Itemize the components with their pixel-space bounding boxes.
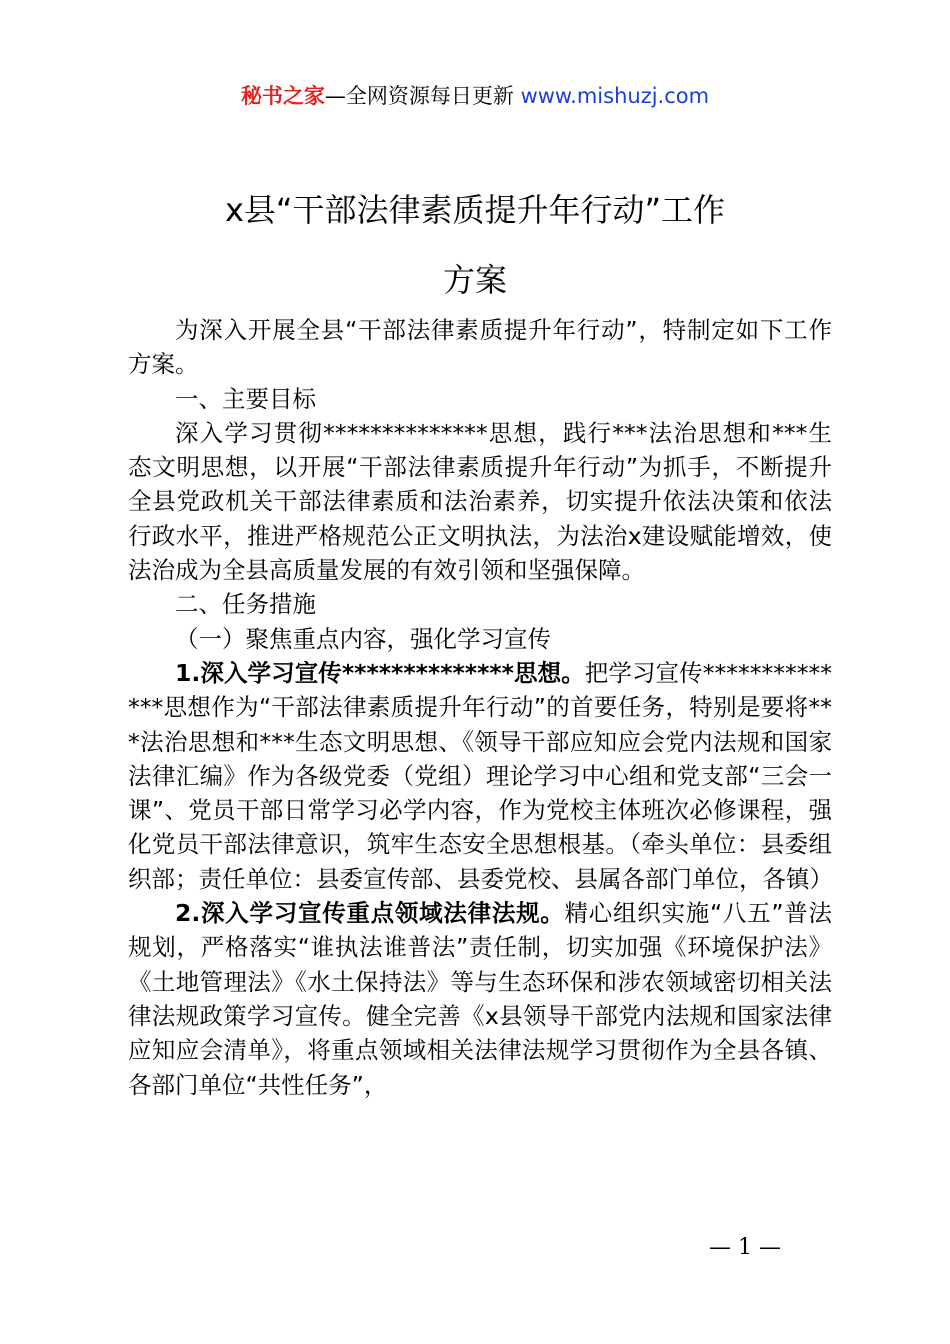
document-title-line-1: x县“干部法律素质提升年行动”工作 bbox=[224, 191, 726, 229]
brand-name: 秘书之家 bbox=[240, 84, 325, 108]
page-number: — 1 — bbox=[709, 1235, 781, 1260]
document-title-line-2: 方案 bbox=[442, 261, 507, 299]
section-2-heading: 二、任务措施 bbox=[175, 590, 316, 619]
item-1-paragraph bbox=[128, 656, 832, 896]
header-tagline: —全网资源每日更新 bbox=[324, 84, 521, 108]
subsection-1-heading: （一）聚焦重点内容，强化学习宣传 bbox=[175, 624, 551, 653]
item-2-paragraph bbox=[128, 896, 832, 1102]
item-2-body: 精心组织实施“八五”普法规划，严格落实“谁执法谁普法”责任制，切实加强《环境保护法》《土地管理法》《水土保持法》等与生态环保和涉农领域密切相关法律法规政策学习宣传。健全完善《x县领导干部党内法规和国家法律应知应会清单》，将重点领域相关法律法规学习贯彻作为全县各镇、各部门单位“共性任务”， bbox=[128, 899, 832, 1099]
section-1-paragraph: 深入学习贯彻**************思想，践行***法治思想和***生态文明思想，以开展“干部法律素质提升年行动”为抓手，不断提升全县党政机关干部法律素质和法治素养，切实提升依法决策和依法行政水平，推进严格规范公正文明执法，为法治x建设赋能增效，使法治成为全县高质量发展的有效引领和坚强保障。 bbox=[128, 418, 832, 585]
site-header bbox=[0, 80, 950, 112]
item-1-body: 把学习宣传**************思想作为“干部法律素质提升年行动”的首要任务，特别是要将***法治思想和***生态文明思想、《领导干部应知应会党内法规和国家法律汇编》作为各级党委（党组）理论学习中心组和党支部“三会一课”、党员干部日常学习必学内容，作为党校主体班次必修课程，强化党员干部法律意识，筑牢生态安全思想根基。（牵头单位：县委组织部；责任单位：县委宣传部、县委党校、县属各部门单位，各镇） bbox=[128, 658, 833, 893]
section-1-heading: 一、主要目标 bbox=[175, 384, 316, 413]
intro-paragraph: 为深入开展全县“干部法律素质提升年行动”，特制定如下工作方案。 bbox=[128, 316, 832, 379]
item-2-lead: 2.深入学习宣传重点领域法律法规。 bbox=[175, 899, 565, 928]
item-1-lead: 1.深入学习宣传**************思想。 bbox=[175, 658, 585, 687]
site-url[interactable]: www.mishuzj.com bbox=[520, 84, 710, 108]
document-body bbox=[128, 313, 832, 1102]
